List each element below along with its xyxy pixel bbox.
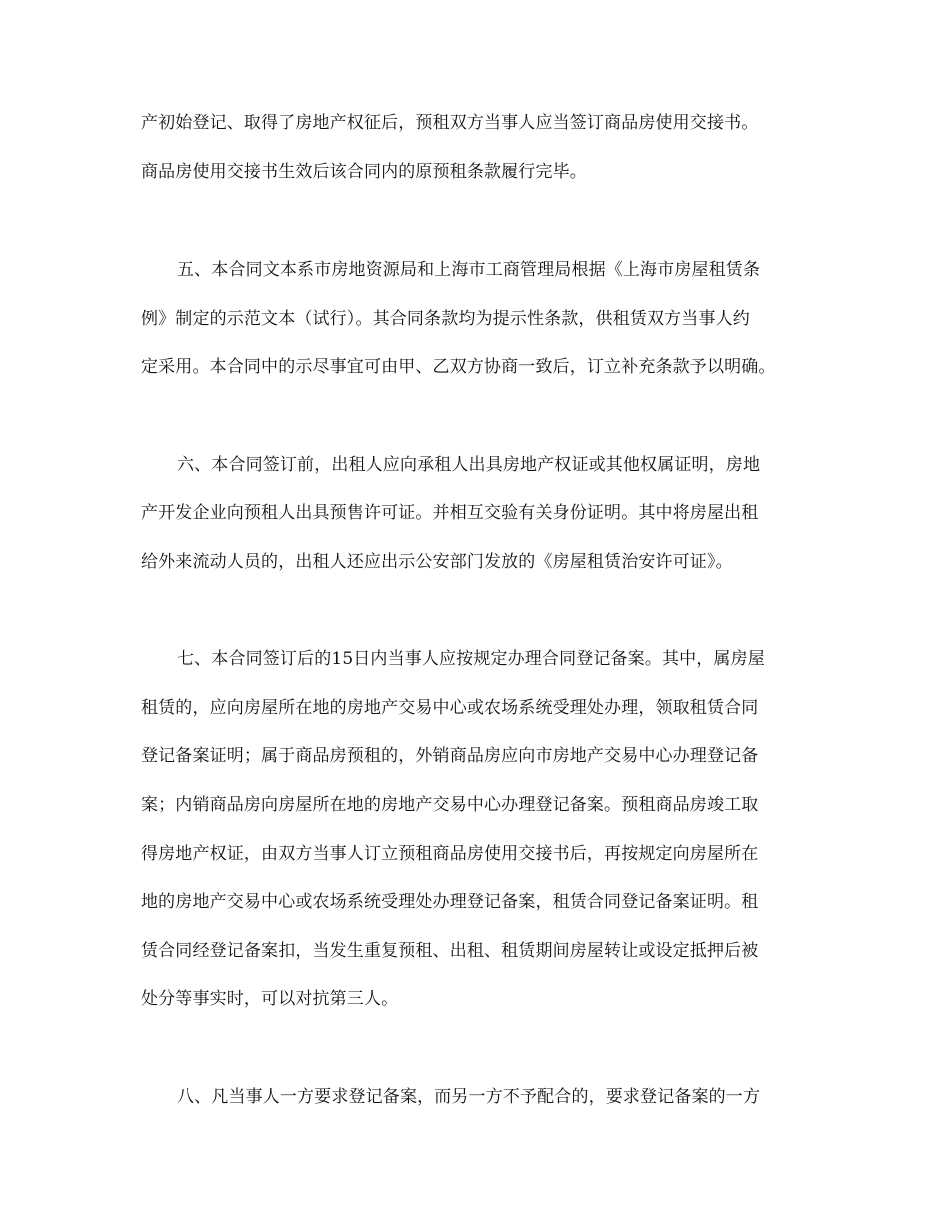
text-line: 八、凡当事人一方要求登记备案，而另一方不予配合的，要求登记备案的一方 xyxy=(177,1087,761,1107)
text-line: 产初始登记、取得了房地产权征后，预租双方当事人应当签订商品房使用交接书。 xyxy=(141,113,759,133)
text-line: 七、本合同签订后的15日内当事人应按规定办理合同登记备案。其中，属房屋 xyxy=(177,649,765,669)
text-line: 商品房使用交接书生效后该合同内的原预租条款履行完毕。 xyxy=(141,162,587,182)
text-line: 处分等事实时，可以对抗第三人。 xyxy=(141,989,399,1009)
text-line: 六、本合同签订前，出租人应向承租人出具房地产权证或其他权属证明，房地 xyxy=(177,455,761,475)
text-line: 产开发企业向预租人出具预售许可证。并相互交验有关身份证明。其中将房屋出租 xyxy=(141,503,759,523)
text-line: 给外来流动人员的，出租人还应出示公安部门发放的《房屋租赁治安许可证》。 xyxy=(141,552,733,572)
text-line: 五、本合同文本系市房地资源局和上海市工商管理局根据《上海市房屋租赁条 xyxy=(177,260,761,280)
text-line: 地的房地产交易中心或农场系统受理处办理登记备案，租赁合同登记备案证明。租 xyxy=(141,892,759,912)
text-line: 定采用。本合同中的示尽事宜可由甲、乙双方协商一致后，订立补充条款予以明确。 xyxy=(141,357,776,377)
text-line: 赁合同经登记备案扣，当发生重复预租、出租、租赁期间房屋转让或设定抵押后被 xyxy=(141,941,759,961)
text-line: 租赁的，应向房屋所在地的房地产交易中心或农场系统受理处办理，领取租赁合同 xyxy=(141,698,759,718)
text-line: 登记备案证明；属于商品房预租的，外销商品房应向市房地产交易中心办理登记备 xyxy=(141,746,759,766)
text-line: 得房地产权证，由双方当事人订立预租商品房使用交接书后，再按规定向房屋所在 xyxy=(141,844,759,864)
text-line: 例》制定的示范文本（试行）。其合同条款均为提示性条款，供租赁双方当事人约 xyxy=(141,309,750,329)
text-line: 案；内销商品房向房屋所在地的房地产交易中心办理登记备案。预租商品房竣工取 xyxy=(141,795,759,815)
